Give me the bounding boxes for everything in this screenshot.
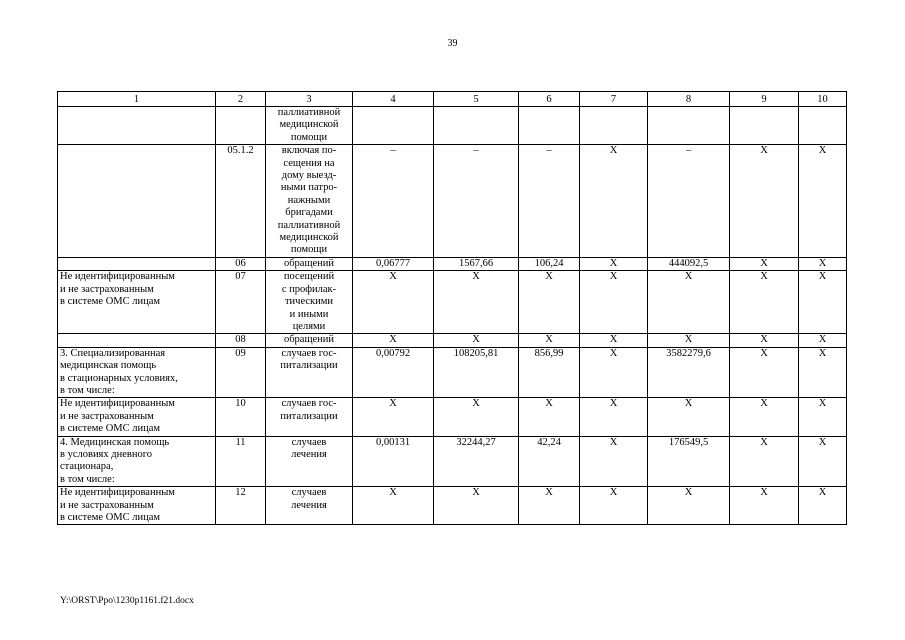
row-label-cell [58,145,216,258]
table-row [58,398,847,436]
col9-cell: Х [730,145,799,258]
row-label-cell: Не идентифицированным и не застрахованным в системе ОМС лицам [58,271,216,334]
col8-cell: 444092,5 [648,257,730,270]
unit-cell: случаев лечения [266,436,353,487]
row-code-cell: 08 [216,334,266,347]
table-header-row [58,92,847,107]
table-row [58,347,847,398]
table-row [58,487,847,525]
col5-cell [434,107,519,145]
col10-cell [799,107,847,145]
col10-cell: Х [799,398,847,436]
col4-cell: – [353,145,434,258]
data-table [57,91,847,525]
table-row [58,271,847,334]
col10-cell: Х [799,257,847,270]
col9-cell: Х [730,436,799,487]
col8-cell: Х [648,334,730,347]
col4-cell [353,107,434,145]
row-label-cell: 3. Специализированная медицинская помощь в стационарных условиях, в том числе: [58,347,216,398]
col6-cell: – [519,145,580,258]
col4-cell: 0,00792 [353,347,434,398]
table-row [58,145,847,258]
col5-cell: Х [434,271,519,334]
col6-cell: Х [519,398,580,436]
col9-cell [730,107,799,145]
table-row [58,334,847,347]
unit-cell: случаев лечения [266,487,353,525]
row-code-cell: 12 [216,487,266,525]
unit-cell: случаев гос- питализации [266,398,353,436]
col7-cell: Х [580,257,648,270]
col9-cell: Х [730,398,799,436]
col8-cell: – [648,145,730,258]
col10-cell: Х [799,334,847,347]
col10-cell: Х [799,145,847,258]
row-code-cell: 07 [216,271,266,334]
unit-cell: обращений [266,257,353,270]
col9-cell: Х [730,334,799,347]
table-body [58,92,847,525]
col7-cell: Х [580,145,648,258]
column-header-7: 7 [580,92,648,107]
col10-cell: Х [799,347,847,398]
col6-cell [519,107,580,145]
col7-cell: Х [580,398,648,436]
row-code-cell: 11 [216,436,266,487]
col8-cell: Х [648,398,730,436]
col7-cell: Х [580,334,648,347]
col9-cell: Х [730,347,799,398]
col6-cell: 856,99 [519,347,580,398]
column-header-10: 10 [799,92,847,107]
row-label-cell [58,257,216,270]
col5-cell: 1567,66 [434,257,519,270]
column-header-1: 1 [58,92,216,107]
col5-cell: Х [434,334,519,347]
unit-cell: посещений с профилак- тическими и иными целями [266,271,353,334]
unit-cell: включая по- сещения на дому выезд- ными патро- нажными бригадами паллиативной медицинской помощи [266,145,353,258]
row-label-cell [58,334,216,347]
col4-cell: Х [353,398,434,436]
col7-cell: Х [580,436,648,487]
unit-cell: паллиативной медицинской помощи [266,107,353,145]
col10-cell: Х [799,271,847,334]
col8-cell [648,107,730,145]
col7-cell: Х [580,271,648,334]
column-header-8: 8 [648,92,730,107]
row-label-cell: Не идентифицированным и не застрахованным в системе ОМС лицам [58,398,216,436]
row-code-cell: 05.1.2 [216,145,266,258]
column-header-9: 9 [730,92,799,107]
col5-cell: Х [434,398,519,436]
col8-cell: 176549,5 [648,436,730,487]
col8-cell: Х [648,271,730,334]
row-label-cell [58,107,216,145]
col9-cell: Х [730,487,799,525]
column-header-3: 3 [266,92,353,107]
col5-cell: – [434,145,519,258]
unit-cell: случаев гос- питализации [266,347,353,398]
col7-cell [580,107,648,145]
table-row [58,436,847,487]
col6-cell: 106,24 [519,257,580,270]
col4-cell: Х [353,334,434,347]
col7-cell: Х [580,487,648,525]
col5-cell: 108205,81 [434,347,519,398]
col10-cell: Х [799,436,847,487]
col8-cell: Х [648,487,730,525]
column-header-5: 5 [434,92,519,107]
col10-cell: Х [799,487,847,525]
column-header-4: 4 [353,92,434,107]
row-label-cell: Не идентифицированным и не застрахованным в системе ОМС лицам [58,487,216,525]
col5-cell: Х [434,487,519,525]
col4-cell: Х [353,271,434,334]
col9-cell: Х [730,271,799,334]
unit-cell: обращений [266,334,353,347]
col8-cell: 3582279,6 [648,347,730,398]
row-label-cell: 4. Медицинская помощь в условиях дневного стационара, в том числе: [58,436,216,487]
page-number: 39 [447,38,458,49]
col6-cell: Х [519,487,580,525]
table-row [58,107,847,145]
table-row [58,257,847,270]
column-header-6: 6 [519,92,580,107]
file-path-footer: Y:\ORST\Ppo\1230p1161.f21.docx [60,596,194,606]
col4-cell: 0,06777 [353,257,434,270]
col7-cell: Х [580,347,648,398]
col9-cell: Х [730,257,799,270]
col6-cell: Х [519,334,580,347]
col6-cell: 42,24 [519,436,580,487]
row-code-cell: 10 [216,398,266,436]
col4-cell: Х [353,487,434,525]
row-code-cell: 09 [216,347,266,398]
col4-cell: 0,00131 [353,436,434,487]
col5-cell: 32244,27 [434,436,519,487]
row-code-cell: 06 [216,257,266,270]
column-header-2: 2 [216,92,266,107]
row-code-cell [216,107,266,145]
col6-cell: Х [519,271,580,334]
